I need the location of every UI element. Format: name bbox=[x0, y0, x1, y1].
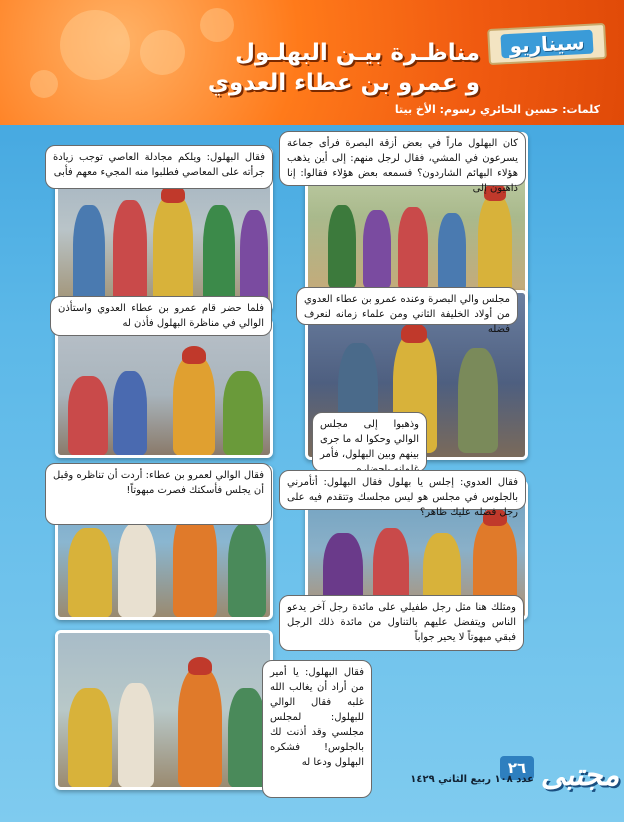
caption-panel-6b: ومثلك هنا مثل رجل طفيلي على مائدة رجل آخر يدعو الناس ويتفضل عليهم بالتناول من مائدة ذلك الرجل فبقي مبهوتاً لا يحير جواباً bbox=[279, 595, 524, 651]
issue-info: عدد ١٠٨ ربيع الثاني ١٤٢٩ bbox=[410, 774, 534, 785]
caption-panel-5: فقال الوالي لعمرو بن عطاء: أردت أن تناظره وقبل أن يجلس فأسكتك فصرت مبهوتاً! bbox=[45, 463, 272, 525]
caption-panel-2: فقال البهلول: ويلكم مجادلة العاصي توجب زيادة جرأته على المعاصي فطلبوا منه المجيء معهم فأبى bbox=[45, 145, 273, 189]
magazine-logo: مجتبى bbox=[540, 757, 620, 793]
caption-panel-1: كان البهلول ماراً في بعض أزقة البصرة فرأى جماعة يسرعون في المشي، فقال لرجل منهم: إلى أين يذهب هؤلاء البهائم الشاردون؟ فسمعه بعض هؤلاء فقالوا: إنا ذاهبون إلى bbox=[279, 131, 526, 186]
credits: كلمات: حسين الحائري رسوم: الأخ بيتا bbox=[394, 103, 600, 116]
page-number: ٢٦ bbox=[500, 756, 534, 780]
section-tag-label: سيناريو bbox=[501, 30, 593, 59]
caption-panel-6a: فقال العدوي: إجلس يا بهلول فقال البهلول: أتأمرني بالجلوس في مجلس هو ليس مجلسك وتتقدم فيه على رجل فضله عليك ظاهر؟ bbox=[279, 470, 526, 510]
caption-panel-4a: فلما حضر قام عمرو بن عطاء العدوي واستأذن الوالي في مناظرة البهلول فأذن له bbox=[50, 296, 272, 336]
caption-panel-4b: وذهبوا إلى مجلس الوالي وحكوا له ما جرى بينهم وبين البهلول، فأمر bbox=[312, 412, 427, 472]
panel-7 bbox=[55, 630, 273, 790]
title-line-2: و عمرو بن عطاء العدوي bbox=[207, 70, 480, 96]
panel-4 bbox=[55, 318, 273, 458]
section-tag bbox=[487, 23, 607, 65]
caption-panel-3: مجلس والي البصرة وعنده عمرو بن عطاء العدوي من أولاد الخليفة الثاني ومن علماء زمانه لنعرف فضله bbox=[296, 287, 518, 325]
title-line-1: مناظـرة بيـن البهلـول bbox=[235, 40, 480, 66]
caption-panel-7: فقال البهلول: يا أمير من أراد أن يغالب الله غلبه فقال الوالي للبهلول: لمجلس مجلسي وقد أذنت لك بالجلوس! فشكره البهلول ودعا له bbox=[262, 660, 372, 798]
